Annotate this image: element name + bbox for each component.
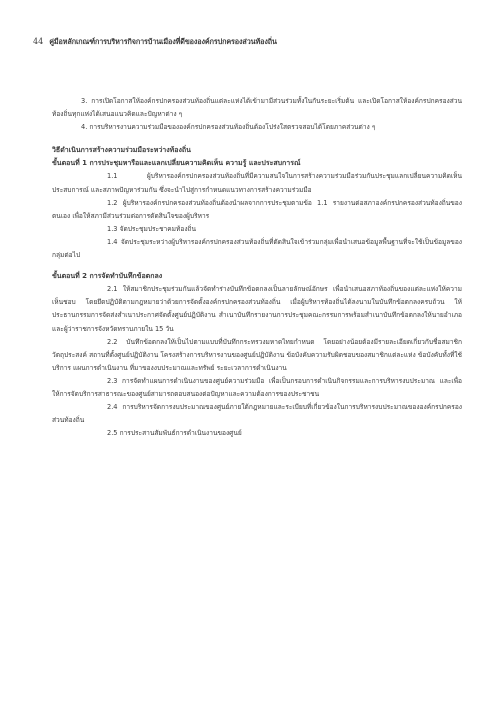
paragraph-1-3: 1.3 จัดประชุมประชาคมท้องถิ่น (107, 224, 197, 233)
paragraph-2-3: 2.3 การจัดทำแผนการดำเนินงานของศูนย์ความร่วมมือ เพื่อเป็นกรอบการดำเนินกิจกรรมและการบริหารงบประมาณ และเพื่อให้การจัดบริการสาธารณะของศูนย์สามารถตอบสนองต่อปัญหาและความต้องการของประชาชน (52, 376, 462, 398)
paragraph-2-5: 2.5 การประสานสัมพันธ์การดำเนินงานของศูนย์ (107, 429, 242, 438)
spacer (52, 134, 462, 144)
paragraph-2-2: 2.2 บันทึกข้อตกลงให้เป็นไปตามแบบที่บันทึกกระทรวงมหาดไทยกำหนด โดยอย่างน้อยต้องมีรายละเอียดเกี่ยวกับชื่อสมาชิก วัตถุประสงค์ สถานที่ตั้งศูนย์ปฏิบัติงาน โครงสร้างการบริหารงานของศูนย์ปฏิบัติงาน ข้อบังคับความรับผิดชอบของสมาชิกแต่ละแห่ง ข้อบังคับทั้งที่ใช้บริการ แผนการดำเนินงาน ที่มาของงบประมาณและทรัพย์ ระยะเวลาการดำเนินงาน (52, 337, 462, 372)
paragraph-item-3: 3. การเปิดโอกาสให้องค์กรปกครองส่วนท้องถิ่นแต่ละแห่งได้เข้ามามีส่วนร่วมทั้งในกันระยะเริ่มต้น และเปิดโอกาสให้องค์กรปกครองส่วนท้องถิ่นทุกแห่งได้เสนอแนวคิดและปัญหาต่าง ๆ (52, 97, 462, 119)
paragraph-1-2: 1.2 ผู้บริหารองค์กรปกครองส่วนท้องถิ่นต้องนำผลจากการประชุมตามข้อ 1.1 รายงานต่อสภาองค์กรปกครองส่วนท้องถิ่นของตนเอง เพื่อให้สภามีส่วนร่วมต่อการตัดสินใจของผู้บริหาร (52, 198, 462, 220)
step-2-heading: ขั้นตอนที่ 2 การจัดทำบันทึกข้อตกลง (52, 272, 163, 281)
page-header (33, 37, 277, 47)
paragraph-item-4: 4. การบริหารงานความร่วมมือขององค์กรปกครองส่วนท้องถิ่นต้องโปร่งใสตรวจสอบได้โดยภาคส่วนต่าง ๆ (81, 123, 376, 132)
section-heading: วิธีดำเนินการสร้างความร่วมมือระหว่างท้องถิ่น (52, 146, 191, 155)
paragraph-1-1: 1.1 ผู้บริหารองค์กรปกครองส่วนท้องถิ่นที่มีความสนใจในการสร้างความร่วมมือร่วมกันประชุมแลกเปลี่ยนความคิดเห็น ประสบการณ์ และสภาพปัญหาร่วมกัน ซึ่งจะนำไปสู่การกำหนดแนวทางการสร้างความร่วมมือ (52, 172, 462, 194)
running-title: คู่มือหลักเกณฑ์การบริหารกิจการบ้านเมืองที่ดีขององค์กรปกครองส่วนท้องถิ่น (49, 37, 277, 46)
paragraph-1-4: 1.4 จัดประชุมระหว่างผู้บริหารองค์กรปกครองส่วนท้องถิ่นที่ตัดสินใจเข้าร่วมกลุ่มเพื่อนำเสนอข้อมูลพื้นฐานที่จะใช้เป็นข้อมูลของกลุ่มต่อไป (52, 237, 462, 260)
page-body (52, 95, 462, 440)
page-number: 44 (33, 37, 44, 46)
paragraph-2-1: 2.1 ให้สมาชิกประชุมร่วมกันแล้วจัดทำร่างบันทึกข้อตกลงเป็นลายลักษณ์อักษร เพื่อนำเสนอสภาท้องถิ่นของแต่ละแห่งให้ความเห็นชอบ โดยยึดปฏิบัติตามกฎหมายว่าด้วยการจัดตั้งองค์กรปกครองส่วนท้องถิ่น เมื่อผู้บริหารท้องถิ่นได้ลงนามในบันทึกข้อตกลงครบถ้วน ให้ประธานกรรมการจัดส่งสำเนาประกาศจัดตั้งศูนย์ปฏิบัติงาน สำเนาบันทึกรายงานการประชุมคณะกรรมการพร้อมสำเนาบันทึกข้อตกลงให้นายอำเภอและผู้ว่าราชการจังหวัดทราบภายใน 15 วัน (52, 285, 462, 333)
spacer (52, 262, 462, 270)
step-1-heading: ขั้นตอนที่ 1 การประชุมหารือและแลกเปลี่ยนความคิดเห็น ความรู้ และประสบการณ์ (52, 159, 301, 168)
paragraph-2-4: 2.4 การบริหารจัดการงบประมาณของศูนย์ภายใต้กฎหมายและระเบียบที่เกี่ยวข้องในการบริหารงบประมาณขององค์กรปกครองส่วนท้องถิ่น (52, 403, 462, 425)
